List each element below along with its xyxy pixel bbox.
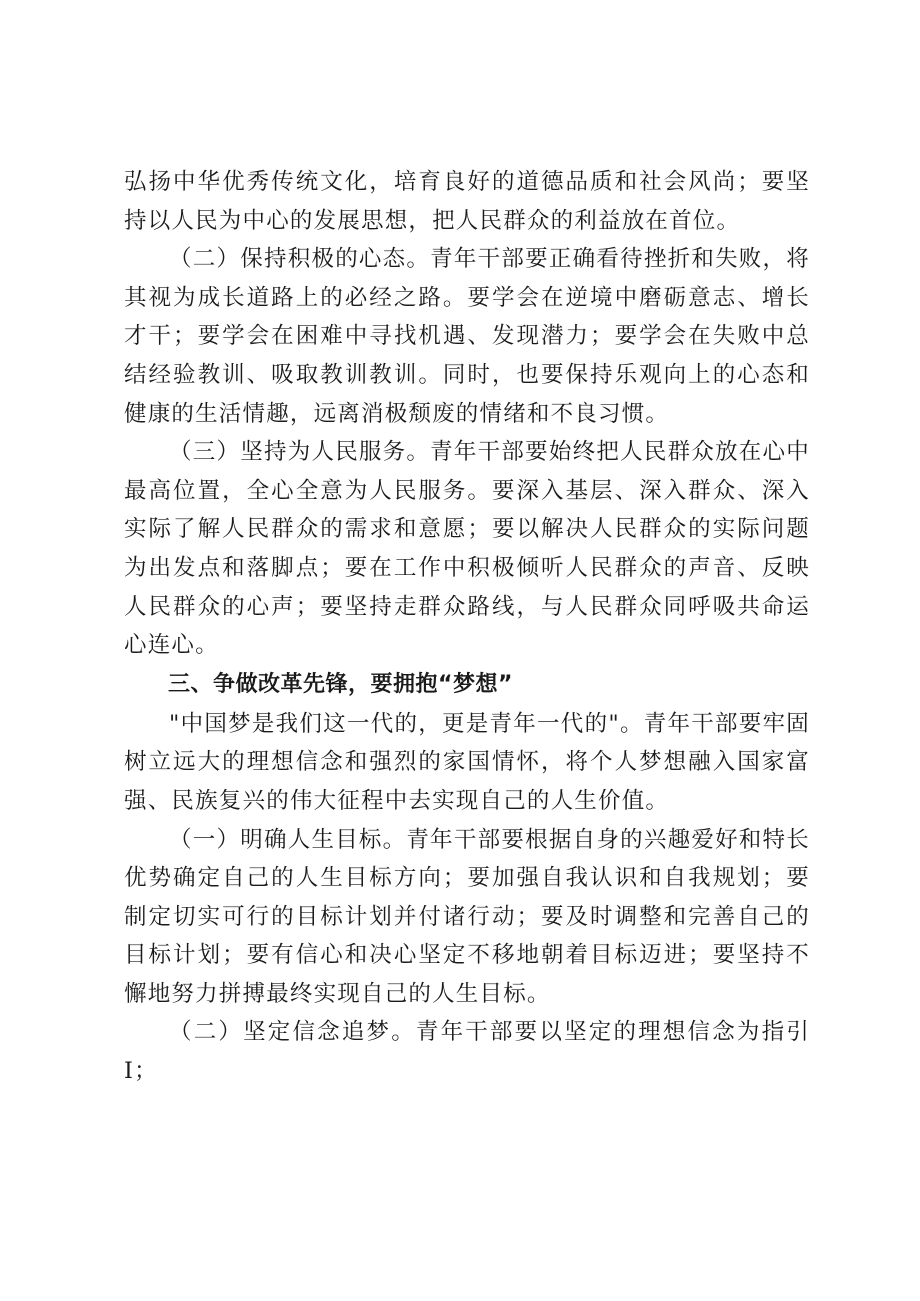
paragraph-china-dream: "中国梦是我们这一代的，更是青年一代的"。青年干部要牢固树立远大的理想信念和强烈的家国情怀，将个人梦想融入国家富强、民族复兴的伟大征程中去实现自己的人生价值。 (124, 710, 810, 814)
section-heading-reform-pioneer: 三、争做改革先锋，要拥抱“梦想” (168, 671, 513, 697)
paragraph-serve-people: （三）坚持为人民服务。青年干部要始终把人民群众放在心中最高位置，全心全意为人民服务。要深入基层、深入群众、深入实际了解人民群众的需求和意愿；要以解决人民群众的实际问题为出发点和落脚点；要在工作中积极倾听人民群众的声音、反映人民群众的心声；要坚持走群众路线，与人民群众同呼吸共命运心连心。 (124, 439, 810, 659)
paragraph-firm-belief: （二）坚定信念追梦。青年干部要以坚定的理想信念为指引I； (124, 1019, 810, 1085)
paragraph-continuation: 弘扬中华优秀传统文化，培育良好的道德品质和社会风尚；要坚持以人民为中心的发展思想，把人民群众的利益放在首位。 (124, 169, 810, 234)
paragraph-positive-mindset: （二）保持积极的心态。青年干部要正确看待挫折和失败，将其视为成长道路上的必经之路。要学会在逆境中磨砺意志、增长才干；要学会在困难中寻找机遇、发现潜力；要学会在失败中总结经验教训、吸取教训教训。同时，也要保持乐观向上的心态和健康的生活情趣，远离消极颓废的情绪和不良习惯。 (124, 246, 810, 427)
document-body (124, 163, 810, 1091)
paragraph-life-goals: （一）明确人生目标。青年干部要根据自身的兴趣爱好和特长优势确定自己的人生目标方向；要加强自我认识和自我规划；要制定切实可行的目标计划并付诸行动；要及时调整和完善自己的目标计划；要有信心和决心坚定不移地朝着目标迈进；要坚持不懈地努力拼搏最终实现自己的人生目标。 (124, 826, 810, 1007)
